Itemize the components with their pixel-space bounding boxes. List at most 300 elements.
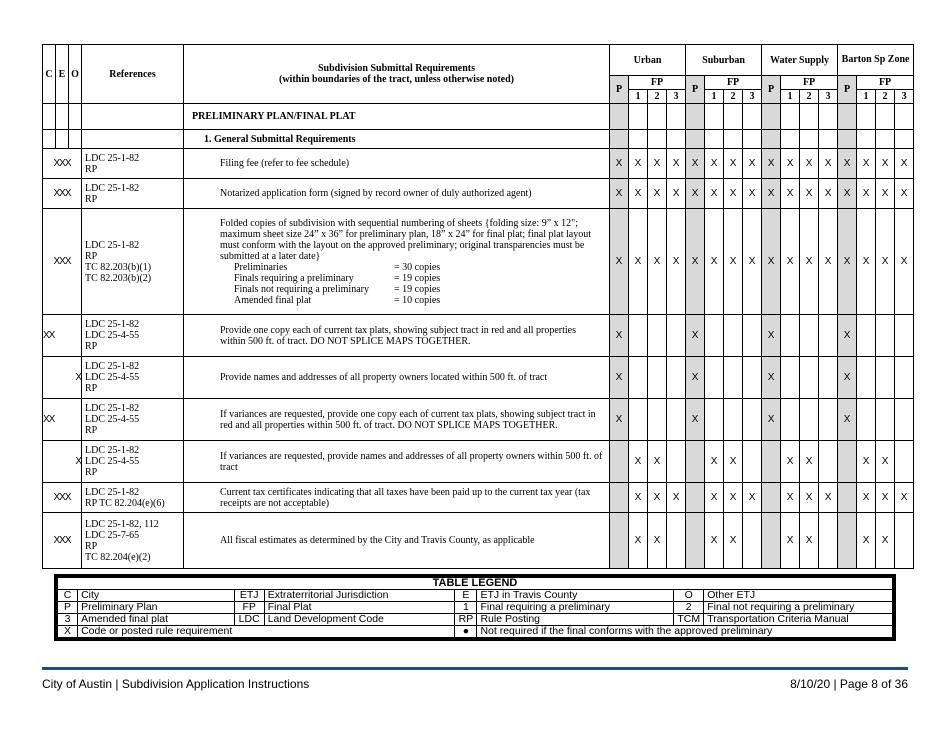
reference: LDC 25-4-55 xyxy=(85,330,140,341)
references-cell xyxy=(82,513,184,569)
table-row xyxy=(43,149,914,179)
reference: LDC 25-1-82 xyxy=(85,152,140,164)
requirement-mark xyxy=(610,441,629,483)
requirement-mark xyxy=(610,513,629,569)
header-n1: 1 xyxy=(629,90,648,104)
cxo-marks: X xyxy=(43,357,82,399)
requirement-mark: X xyxy=(857,441,876,483)
requirement-mark xyxy=(724,357,743,399)
header-e: E xyxy=(56,45,69,104)
header-group-barton: Barton Sp Zone xyxy=(838,45,914,76)
reference: LDC 25-4-55 xyxy=(85,456,140,467)
requirement-mark xyxy=(857,399,876,441)
reference: LDC 25-1-82 xyxy=(85,319,140,330)
requirement-mark: X xyxy=(724,209,743,315)
requirement-mark xyxy=(705,399,724,441)
requirement-mark xyxy=(819,399,838,441)
requirement-description xyxy=(184,315,610,357)
cxo-marks: XX xyxy=(43,315,82,357)
reference: LDC 25-1-82 xyxy=(85,403,140,414)
requirement-mark: X xyxy=(667,149,686,179)
legend-table xyxy=(57,577,893,638)
requirement-mark: X xyxy=(705,441,724,483)
requirement-mark: X xyxy=(838,357,857,399)
header-n2: 2 xyxy=(648,90,667,104)
requirement-mark xyxy=(819,315,838,357)
requirement-mark: X xyxy=(629,513,648,569)
requirement-text: Provide one copy each of current tax plats, showing subject tract in red and all properties within 500 ft. of tract. DO NOT SPLICE MAPS TOGETHER. xyxy=(220,324,576,347)
requirement-mark xyxy=(895,441,914,483)
header-n1: 1 xyxy=(705,90,724,104)
requirement-mark xyxy=(667,441,686,483)
cxo-marks: XX xyxy=(43,399,82,441)
requirement-mark xyxy=(895,357,914,399)
legend-code: 1 xyxy=(455,602,477,614)
header-p: P xyxy=(838,76,857,104)
references-cell xyxy=(82,315,184,357)
cxo-marks: X xyxy=(43,441,82,483)
footer-left: City of Austin | Subdivision Application Instructions xyxy=(42,677,310,691)
requirement-mark: X xyxy=(762,315,781,357)
header-p: P xyxy=(610,76,629,104)
requirement-text: Folded copies of subdivision with sequential numbering of sheets {folding size: 9” x 12"; maximum sheet size 24” x 36” for preliminary plan, 18” x 24” for final plat; final plat layout must conform with the layout on the approved preliminary; original transparencies must be submitted at a later date} xyxy=(220,217,592,262)
requirement-mark: X xyxy=(648,513,667,569)
table-row xyxy=(43,483,914,513)
requirement-mark: X xyxy=(895,483,914,513)
table-row xyxy=(43,441,914,483)
copies-label: Preliminaries xyxy=(234,261,288,273)
requirement-mark: X xyxy=(762,399,781,441)
table-row xyxy=(43,315,914,357)
requirement-mark xyxy=(743,357,762,399)
requirement-mark xyxy=(648,399,667,441)
header-n3: 3 xyxy=(667,90,686,104)
references-cell xyxy=(82,357,184,399)
header-n3: 3 xyxy=(743,90,762,104)
requirement-mark xyxy=(743,315,762,357)
table-row xyxy=(43,179,914,209)
requirement-text: If variances are requested, provide names and addresses of all property owners within 500 ft. of tract xyxy=(220,450,603,473)
header-requirements-subtitle: (within boundaries of the tract, unless otherwise noted) xyxy=(279,74,514,85)
requirement-mark xyxy=(667,357,686,399)
requirement-mark xyxy=(800,399,819,441)
legend-code: 3 xyxy=(58,614,78,626)
requirement-mark: X xyxy=(686,209,705,315)
requirement-mark xyxy=(686,441,705,483)
reference: TC 82.204(e)(2) xyxy=(85,551,151,563)
requirement-mark xyxy=(800,315,819,357)
requirement-mark: X xyxy=(800,441,819,483)
section-row xyxy=(43,104,914,130)
requirement-mark xyxy=(876,399,895,441)
requirement-mark xyxy=(667,315,686,357)
header-n3: 3 xyxy=(819,90,838,104)
copies-label: Amended final plat xyxy=(234,294,312,306)
legend-code: RP xyxy=(455,614,477,626)
table-row xyxy=(43,357,914,399)
requirement-text: If variances are requested, provide one copy each of current tax plats, showing subject tract in red and all properties within 500 ft. of tract. DO NOT SPLICE MAPS TOGETHER. xyxy=(220,408,596,431)
reference: LDC 25-1-82 xyxy=(85,182,140,194)
requirement-mark: X xyxy=(743,179,762,209)
header-p: P xyxy=(762,76,781,104)
legend-meaning: Preliminary Plan xyxy=(78,602,235,614)
requirement-mark: X xyxy=(610,179,629,209)
requirement-mark xyxy=(781,357,800,399)
requirement-mark: X xyxy=(857,513,876,569)
requirement-mark: X xyxy=(743,209,762,315)
requirement-mark xyxy=(762,483,781,513)
reference: LDC 25-1-82 xyxy=(85,239,140,251)
requirement-mark: X xyxy=(648,483,667,513)
copies-value: = 19 copies xyxy=(394,283,441,295)
requirement-mark xyxy=(610,483,629,513)
header-group-urban: Urban xyxy=(610,45,686,76)
requirement-description xyxy=(184,357,610,399)
cxo-marks: XXX xyxy=(43,483,82,513)
header-o: O xyxy=(69,45,82,104)
legend-meaning: Extraterritorial Jurisdiction xyxy=(264,590,455,602)
cxo-marks: XXX xyxy=(43,179,82,209)
header-requirements-title: Subdivision Submittal Requirements xyxy=(317,63,476,74)
requirement-mark: X xyxy=(819,179,838,209)
requirement-mark xyxy=(743,399,762,441)
requirement-mark: X xyxy=(705,179,724,209)
reference: LDC 25-4-55 xyxy=(85,414,140,425)
copies-value: = 10 copies xyxy=(394,294,441,306)
legend-title: TABLE LEGEND xyxy=(58,578,893,590)
requirement-mark xyxy=(724,315,743,357)
table-row xyxy=(43,209,914,315)
requirement-mark: X xyxy=(724,179,743,209)
reference: LDC 25-1-82 xyxy=(85,486,140,498)
legend-meaning: Land Development Code xyxy=(264,614,455,626)
requirement-mark: X xyxy=(876,179,895,209)
requirement-mark: X xyxy=(781,209,800,315)
footer-right: 8/10/20 | Page 8 of 36 xyxy=(790,677,908,691)
requirement-mark xyxy=(667,399,686,441)
requirement-mark: X xyxy=(686,399,705,441)
requirement-description xyxy=(184,399,610,441)
requirement-mark xyxy=(705,357,724,399)
legend-code: FP xyxy=(234,602,264,614)
section-title: PRELIMINARY PLAN/FINAL PLAT xyxy=(184,104,610,130)
requirement-mark xyxy=(724,399,743,441)
legend-meaning: Code or posted rule requirement xyxy=(78,626,455,638)
requirement-mark: X xyxy=(648,149,667,179)
reference: LDC 25-1-82 xyxy=(85,361,140,372)
cxo-marks: XXX xyxy=(43,513,82,569)
requirement-mark: X xyxy=(629,441,648,483)
requirement-mark: X xyxy=(838,315,857,357)
requirement-mark xyxy=(819,441,838,483)
requirement-mark: X xyxy=(629,179,648,209)
legend-code: ETJ xyxy=(234,590,264,602)
requirement-mark: X xyxy=(667,483,686,513)
requirement-mark: X xyxy=(781,149,800,179)
reference: LDC 25-1-82 xyxy=(85,445,140,456)
copies-value: = 19 copies xyxy=(394,272,441,284)
requirement-mark xyxy=(819,513,838,569)
requirement-mark xyxy=(895,315,914,357)
copies-label: Finals not requiring a preliminary xyxy=(234,283,369,295)
requirement-description xyxy=(184,149,610,179)
requirement-mark: X xyxy=(667,179,686,209)
requirement-text: All fiscal estimates as determined by the City and Travis County, as applicable xyxy=(220,535,535,546)
requirement-description xyxy=(184,441,610,483)
reference: RP TC 82.204(e)(6) xyxy=(85,497,165,509)
legend-meaning: Rule Posting xyxy=(477,614,674,626)
header-n3: 3 xyxy=(895,90,914,104)
requirement-mark xyxy=(667,513,686,569)
header-group-suburban: Suburban xyxy=(686,45,762,76)
requirement-description xyxy=(184,179,610,209)
requirement-mark xyxy=(857,357,876,399)
reference: LDC 25-1-82, 112 xyxy=(85,518,159,530)
requirement-description xyxy=(184,483,610,513)
requirement-mark: X xyxy=(895,179,914,209)
legend-code: E xyxy=(455,590,477,602)
reference: RP xyxy=(85,193,98,205)
header-n1: 1 xyxy=(781,90,800,104)
requirement-mark: X xyxy=(876,513,895,569)
requirement-mark xyxy=(648,357,667,399)
requirement-mark: X xyxy=(648,441,667,483)
requirement-mark: X xyxy=(838,179,857,209)
legend-meaning: ETJ in Travis County xyxy=(477,590,674,602)
requirement-mark: X xyxy=(800,209,819,315)
requirement-mark: X xyxy=(648,209,667,315)
requirement-mark: X xyxy=(895,209,914,315)
requirement-mark: X xyxy=(857,149,876,179)
requirement-mark xyxy=(838,483,857,513)
requirement-mark: X xyxy=(724,441,743,483)
legend-code: C xyxy=(58,590,78,602)
requirement-mark: X xyxy=(610,149,629,179)
references-cell xyxy=(82,149,184,179)
requirement-mark: X xyxy=(724,483,743,513)
header-n2: 2 xyxy=(724,90,743,104)
requirement-mark xyxy=(762,513,781,569)
requirement-mark: X xyxy=(781,179,800,209)
header-requirements xyxy=(184,45,610,104)
requirement-mark: X xyxy=(762,149,781,179)
requirement-mark: X xyxy=(819,149,838,179)
requirement-mark xyxy=(705,315,724,357)
requirement-mark xyxy=(819,357,838,399)
legend-code: TCM xyxy=(674,614,704,626)
reference: TC 82.203(b)(1) xyxy=(85,261,152,273)
table-row xyxy=(43,399,914,441)
requirement-mark: X xyxy=(705,209,724,315)
requirement-mark: X xyxy=(857,209,876,315)
legend-code: LDC xyxy=(234,614,264,626)
legend-meaning: City xyxy=(78,590,235,602)
legend-meaning: Amended final plat xyxy=(78,614,235,626)
requirement-mark: X xyxy=(610,209,629,315)
requirement-mark: X xyxy=(781,441,800,483)
header-fp: FP xyxy=(857,76,914,90)
requirement-mark: X xyxy=(876,209,895,315)
copies-value: = 30 copies xyxy=(394,261,441,273)
requirement-mark: X xyxy=(686,179,705,209)
legend-meaning: Final not requiring a preliminary xyxy=(704,602,893,614)
legend-row xyxy=(58,614,893,626)
legend-meaning: Final Plat xyxy=(264,602,455,614)
requirement-mark: X xyxy=(781,483,800,513)
requirement-mark xyxy=(857,315,876,357)
requirement-mark xyxy=(629,315,648,357)
legend-bullet-icon: ● xyxy=(455,626,477,638)
requirement-mark xyxy=(762,441,781,483)
references-cell xyxy=(82,399,184,441)
requirement-mark xyxy=(838,441,857,483)
requirement-mark xyxy=(781,315,800,357)
requirement-mark: X xyxy=(838,209,857,315)
requirement-mark: X xyxy=(762,209,781,315)
references-cell xyxy=(82,483,184,513)
requirements-table xyxy=(42,44,914,569)
requirement-mark: X xyxy=(610,315,629,357)
footer-rule xyxy=(42,667,908,670)
requirement-mark xyxy=(781,399,800,441)
references-cell xyxy=(82,209,184,315)
requirement-mark: X xyxy=(819,209,838,315)
requirement-text: Filing fee (refer to fee schedule) xyxy=(220,158,350,169)
header-fp: FP xyxy=(629,76,686,90)
requirement-mark: X xyxy=(705,483,724,513)
requirement-mark: X xyxy=(629,209,648,315)
header-fp: FP xyxy=(781,76,838,90)
requirement-mark: X xyxy=(686,357,705,399)
requirement-mark: X xyxy=(724,149,743,179)
requirement-mark: X xyxy=(629,149,648,179)
header-n1: 1 xyxy=(857,90,876,104)
requirement-mark: X xyxy=(610,357,629,399)
requirement-mark: X xyxy=(800,149,819,179)
header-c: C xyxy=(43,45,56,104)
requirement-mark xyxy=(876,357,895,399)
header-references: References xyxy=(82,45,184,104)
requirement-text: Current tax certificates indicating that all taxes have been paid up to the current tax year (tax receipts are not acceptable) xyxy=(220,486,591,509)
requirement-mark xyxy=(876,315,895,357)
legend-code: X xyxy=(58,626,78,638)
requirement-mark xyxy=(686,513,705,569)
reference: RP xyxy=(85,383,98,394)
requirement-mark: X xyxy=(895,149,914,179)
requirement-mark: X xyxy=(743,483,762,513)
requirement-mark xyxy=(838,513,857,569)
legend-code: O xyxy=(674,590,704,602)
legend-code: 2 xyxy=(674,602,704,614)
requirement-mark: X xyxy=(610,399,629,441)
reference: RP xyxy=(85,425,98,436)
copies-label: Finals requiring a preliminary xyxy=(234,272,354,284)
header-p: P xyxy=(686,76,705,104)
reference: RP xyxy=(85,467,98,478)
reference: RP xyxy=(85,341,98,352)
requirement-description xyxy=(184,209,610,315)
legend-meaning: Transportation Criteria Manual xyxy=(704,614,893,626)
cxo-marks: XXX xyxy=(43,209,82,315)
requirement-mark: X xyxy=(819,483,838,513)
requirement-mark xyxy=(895,513,914,569)
legend-row xyxy=(58,590,893,602)
cxo-marks: XXX xyxy=(43,149,82,179)
legend-row xyxy=(58,602,893,614)
requirement-mark: X xyxy=(838,399,857,441)
requirement-mark: X xyxy=(857,179,876,209)
references-cell xyxy=(82,179,184,209)
requirement-description xyxy=(184,513,610,569)
reference: LDC 25-4-55 xyxy=(85,372,140,383)
legend-meaning: Final requiring a preliminary xyxy=(477,602,674,614)
requirement-text: Notarized application form (signed by record owner of duly authorized agent) xyxy=(220,188,532,199)
requirement-mark: X xyxy=(857,483,876,513)
reference: RP xyxy=(85,163,98,175)
reference: LDC 25-7-65 xyxy=(85,529,140,541)
requirement-mark: X xyxy=(667,209,686,315)
reference: TC 82.203(b)(2) xyxy=(85,272,152,284)
requirement-mark: X xyxy=(876,441,895,483)
requirement-mark xyxy=(629,357,648,399)
requirement-text: Provide names and addresses of all property owners located within 500 ft. of tract xyxy=(220,372,548,383)
requirement-mark: X xyxy=(705,513,724,569)
requirement-mark: X xyxy=(686,315,705,357)
legend-meaning: Other ETJ xyxy=(704,590,893,602)
requirement-mark: X xyxy=(876,483,895,513)
requirement-mark: X xyxy=(838,149,857,179)
requirement-mark xyxy=(895,399,914,441)
table-body xyxy=(43,104,914,569)
requirement-mark: X xyxy=(800,179,819,209)
requirement-mark: X xyxy=(781,513,800,569)
requirement-mark: X xyxy=(705,149,724,179)
reference: RP xyxy=(85,540,98,552)
requirement-mark: X xyxy=(800,483,819,513)
requirement-mark: X xyxy=(686,149,705,179)
requirement-mark xyxy=(743,441,762,483)
legend-code: P xyxy=(58,602,78,614)
requirement-mark xyxy=(686,483,705,513)
requirement-mark: X xyxy=(743,149,762,179)
requirement-mark: X xyxy=(762,179,781,209)
header-n2: 2 xyxy=(876,90,895,104)
references-cell xyxy=(82,441,184,483)
requirement-mark: X xyxy=(800,513,819,569)
table-legend xyxy=(54,574,896,641)
reference: RP xyxy=(85,250,98,262)
requirement-mark: X xyxy=(629,483,648,513)
requirement-mark: X xyxy=(876,149,895,179)
subsection-row xyxy=(43,130,914,149)
table-header xyxy=(43,45,914,104)
requirement-mark: X xyxy=(724,513,743,569)
legend-meaning: Not required if the final conforms with the approved preliminary xyxy=(477,626,893,638)
requirement-mark: X xyxy=(648,179,667,209)
table-row xyxy=(43,513,914,569)
copies-list xyxy=(234,262,603,306)
requirement-mark xyxy=(629,399,648,441)
subsection-title: 1. General Submittal Requirements xyxy=(184,130,610,149)
requirement-mark: X xyxy=(762,357,781,399)
legend-row xyxy=(58,626,893,638)
header-group-water-supply: Water Supply xyxy=(762,45,838,76)
header-n2: 2 xyxy=(800,90,819,104)
requirement-mark xyxy=(800,357,819,399)
requirement-mark xyxy=(648,315,667,357)
header-fp: FP xyxy=(705,76,762,90)
requirement-mark xyxy=(743,513,762,569)
